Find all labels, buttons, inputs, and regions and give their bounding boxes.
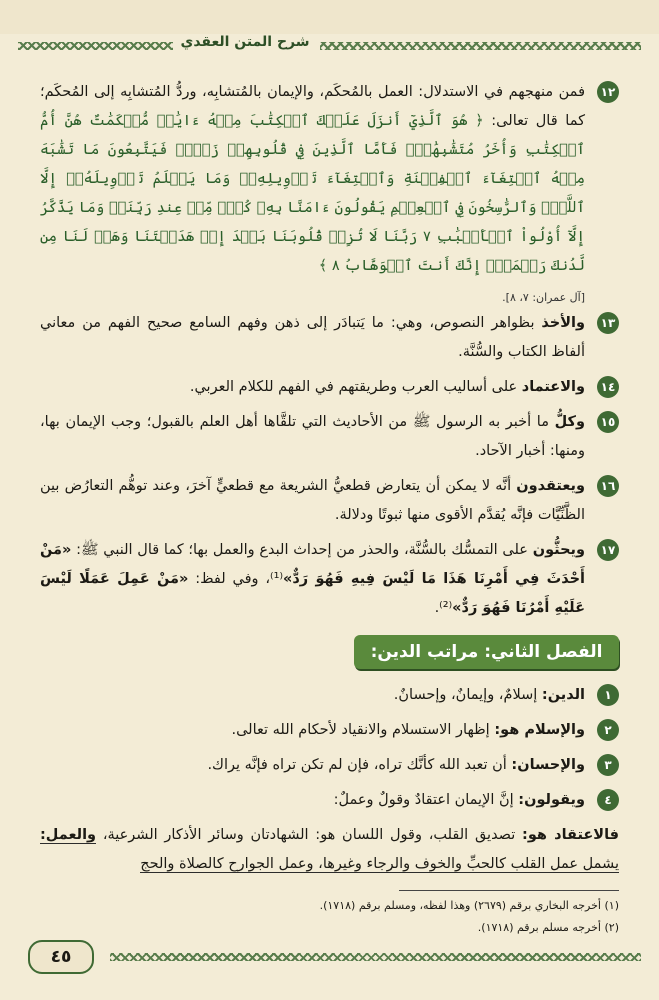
footnote: (٢) أخرجه مسلم برقم (١٧١٨). (477, 921, 619, 934)
item-text: إظهار الاستسلام والانقياد لأحكام الله تعالى. (231, 722, 495, 738)
item-text: إنَّ الإيمان اعتقادٌ وقولٌ وعملٌ: (333, 792, 519, 808)
item-lead: ويعتقدون (516, 478, 585, 494)
item-number-badge: ١٧ (597, 539, 619, 561)
item-lead: والإسلام هو: (494, 722, 585, 738)
hadith-quote: «مَنْ أَحْدَثَ فِي أَمْرِنَا هَذَا مَا لَيْسَ فِيهِ فَهُوَ رَدٌّ» (40, 542, 585, 587)
item-number-badge: ٤ (597, 789, 619, 811)
list-item (40, 681, 619, 710)
item-number-badge: ١٤ (597, 376, 619, 398)
list-item (40, 309, 619, 367)
item-text: إسلامٌ، وإيمانٌ، وإحسانٌ. (393, 687, 542, 703)
list-item (40, 751, 619, 780)
item-number-badge: ٣ (597, 754, 619, 776)
item-number-badge: ٢ (597, 719, 619, 741)
item-lead: والأخذ (541, 315, 585, 331)
item-number-badge: ١٦ (597, 475, 619, 497)
chapter-heading: الفصل الثاني: مراتب الدين: (354, 635, 619, 669)
list-item (40, 373, 619, 402)
belief-paragraph (40, 821, 619, 879)
item-lead: الدين: (541, 687, 585, 703)
header-ornament-right (320, 42, 641, 50)
item-number-badge: ١ (597, 684, 619, 706)
item-lead: ويقولون: (518, 792, 585, 808)
list-item (40, 786, 619, 815)
footnote-ref-text: ⁽²⁾. (434, 600, 453, 616)
list-item (40, 408, 619, 466)
item-lead: ويحثُّون (532, 542, 585, 558)
list-item (40, 472, 619, 530)
item-text: على التمسُّك بالسُّنَّة، والحذر من إحداث البدع والعمل بها؛ كما قال النبي ﷺ: (71, 542, 533, 558)
list-item (40, 78, 619, 281)
page-top-band (0, 0, 659, 34)
verse-reference: [آل عمران: ٧، ٨]. (502, 291, 585, 304)
item-text: على أساليب العرب وطريقتهم في الفهم للكلام العربي. (189, 379, 522, 395)
header-ornament-left (18, 42, 173, 50)
footnote-divider (399, 890, 619, 891)
belief-lead: فالاعتقاد هو: (522, 827, 620, 843)
item-lead: والاعتماد (521, 379, 585, 395)
item-text: أن تعبد الله كأنَّك تراه، فإن لم تكن تراه فإنَّه يراك. (207, 757, 512, 773)
item-number-badge: ١٥ (597, 411, 619, 433)
work-lead: والعمل: (40, 827, 97, 843)
list-item (40, 536, 619, 623)
hadith-quote: «مَنْ عَمِلَ عَمَلًا لَيْسَ عَلَيْهِ أَمْرُنَا فَهُوَ رَدٌّ» (40, 571, 585, 616)
work-text: يشمل عمل القلب كالحبِّ والخوف والرجاء وغيرها، وعمل الجوارح كالصلاة والحج (140, 856, 619, 872)
page-number: ٤٥ (28, 940, 94, 974)
item-text: بظواهر النصوص، وهي: ما يَتبادَر إلى ذهن وفهم السامع صحيح الفهم من معاني ألفاظ الكتاب والسُّنَّة. (40, 315, 585, 360)
item-number-badge: ١٢ (597, 81, 619, 103)
running-header-title: شرح المتن العقدي (180, 34, 310, 50)
quran-verse: ﴿ هُوَ ٱلَّذِيٓ أَنزَلَ عَلَيۡكَ ٱلۡكِتَٰبَ مِنۡهُ ءَايَٰتٞ مُّحۡكَمَٰتٌ هُنَّ أُمُّ ٱلۡكِتَٰبِ وَأُخَرُ مُتَشَٰبِهَٰتٞۖ فَأَمَّا ٱلَّذِينَ فِي قُلُوبِهِمۡ زَيۡغٞ فَيَتَّبِعُونَ مَا تَشَٰبَهَ مِنۡهُ ٱبۡتِغَآءَ ٱلۡفِتۡنَةِ وَٱبۡتِغَآءَ تَأۡوِيلِهِۦۖ وَمَا يَعۡلَمُ تَأۡوِيلَهُۥٓ إِلَّا ٱللَّهُۗ وَٱلرَّٰسِخُونَ فِي ٱلۡعِلۡمِ يَقُولُونَ ءَامَنَّا بِهِۦ كُلّٞ مِّنۡ عِندِ رَبِّنَاۗ وَمَا يَذَّكَّرُ إِلَّآ أُوْلُواْ ٱلۡأَلۡبَٰبِ ٧ رَبَّنَا لَا تُزِغۡ قُلُوبَنَا بَعۡدَ إِذۡ هَدَيۡتَنَا وَهَبۡ لَنَا مِن لَّدُنكَ رَحۡمَةًۚ إِنَّكَ أَنتَ ٱلۡوَهَّابُ ٨ ﴾ (40, 113, 586, 274)
item-text: أنَّه لا يمكن أن يتعارض قطعيُّ الشريعة مع قطعيٍّ آخرَ، وعند توهُّم التعارُض بين الظَّنِّيَّات فإنَّه يُقدَّم الأقوى منها ثبوتًا ودلالة. (40, 478, 585, 523)
item-lead: وكلُّ (554, 414, 585, 430)
belief-text: تصديق القلب، وقول اللسان هو: الشهادتان وسائر الأذكار الشرعية، (102, 827, 523, 843)
footer-ornament (110, 953, 641, 961)
item-lead: والإحسان: (511, 757, 585, 773)
footnote: (١) أخرجه البخاري برقم (٢٦٧٩) وهذا لفظه، ومسلم برقم (١٧١٨). (319, 899, 619, 912)
item-number-badge: ١٣ (597, 312, 619, 334)
footnote-ref-text: ⁽¹⁾، وفي لفظ: (188, 571, 283, 587)
list-item (40, 716, 619, 745)
item-text: ما أخبر به الرسول ﷺ من الأحاديث التي تلقَّاها أهل العلم بالقبول؛ وجب الإيمان بها، ومنها: أخبار الآحاد. (40, 414, 585, 459)
footnotes (40, 895, 619, 939)
main-content (40, 78, 619, 879)
item-text: فمن منهجهم في الاستدلال: العمل بالمُحكَم، والإيمان بالمُتشابِه، وردُّ المُتشابِه إلى المُحكَم؛ كما قال تعالى: (40, 84, 585, 129)
